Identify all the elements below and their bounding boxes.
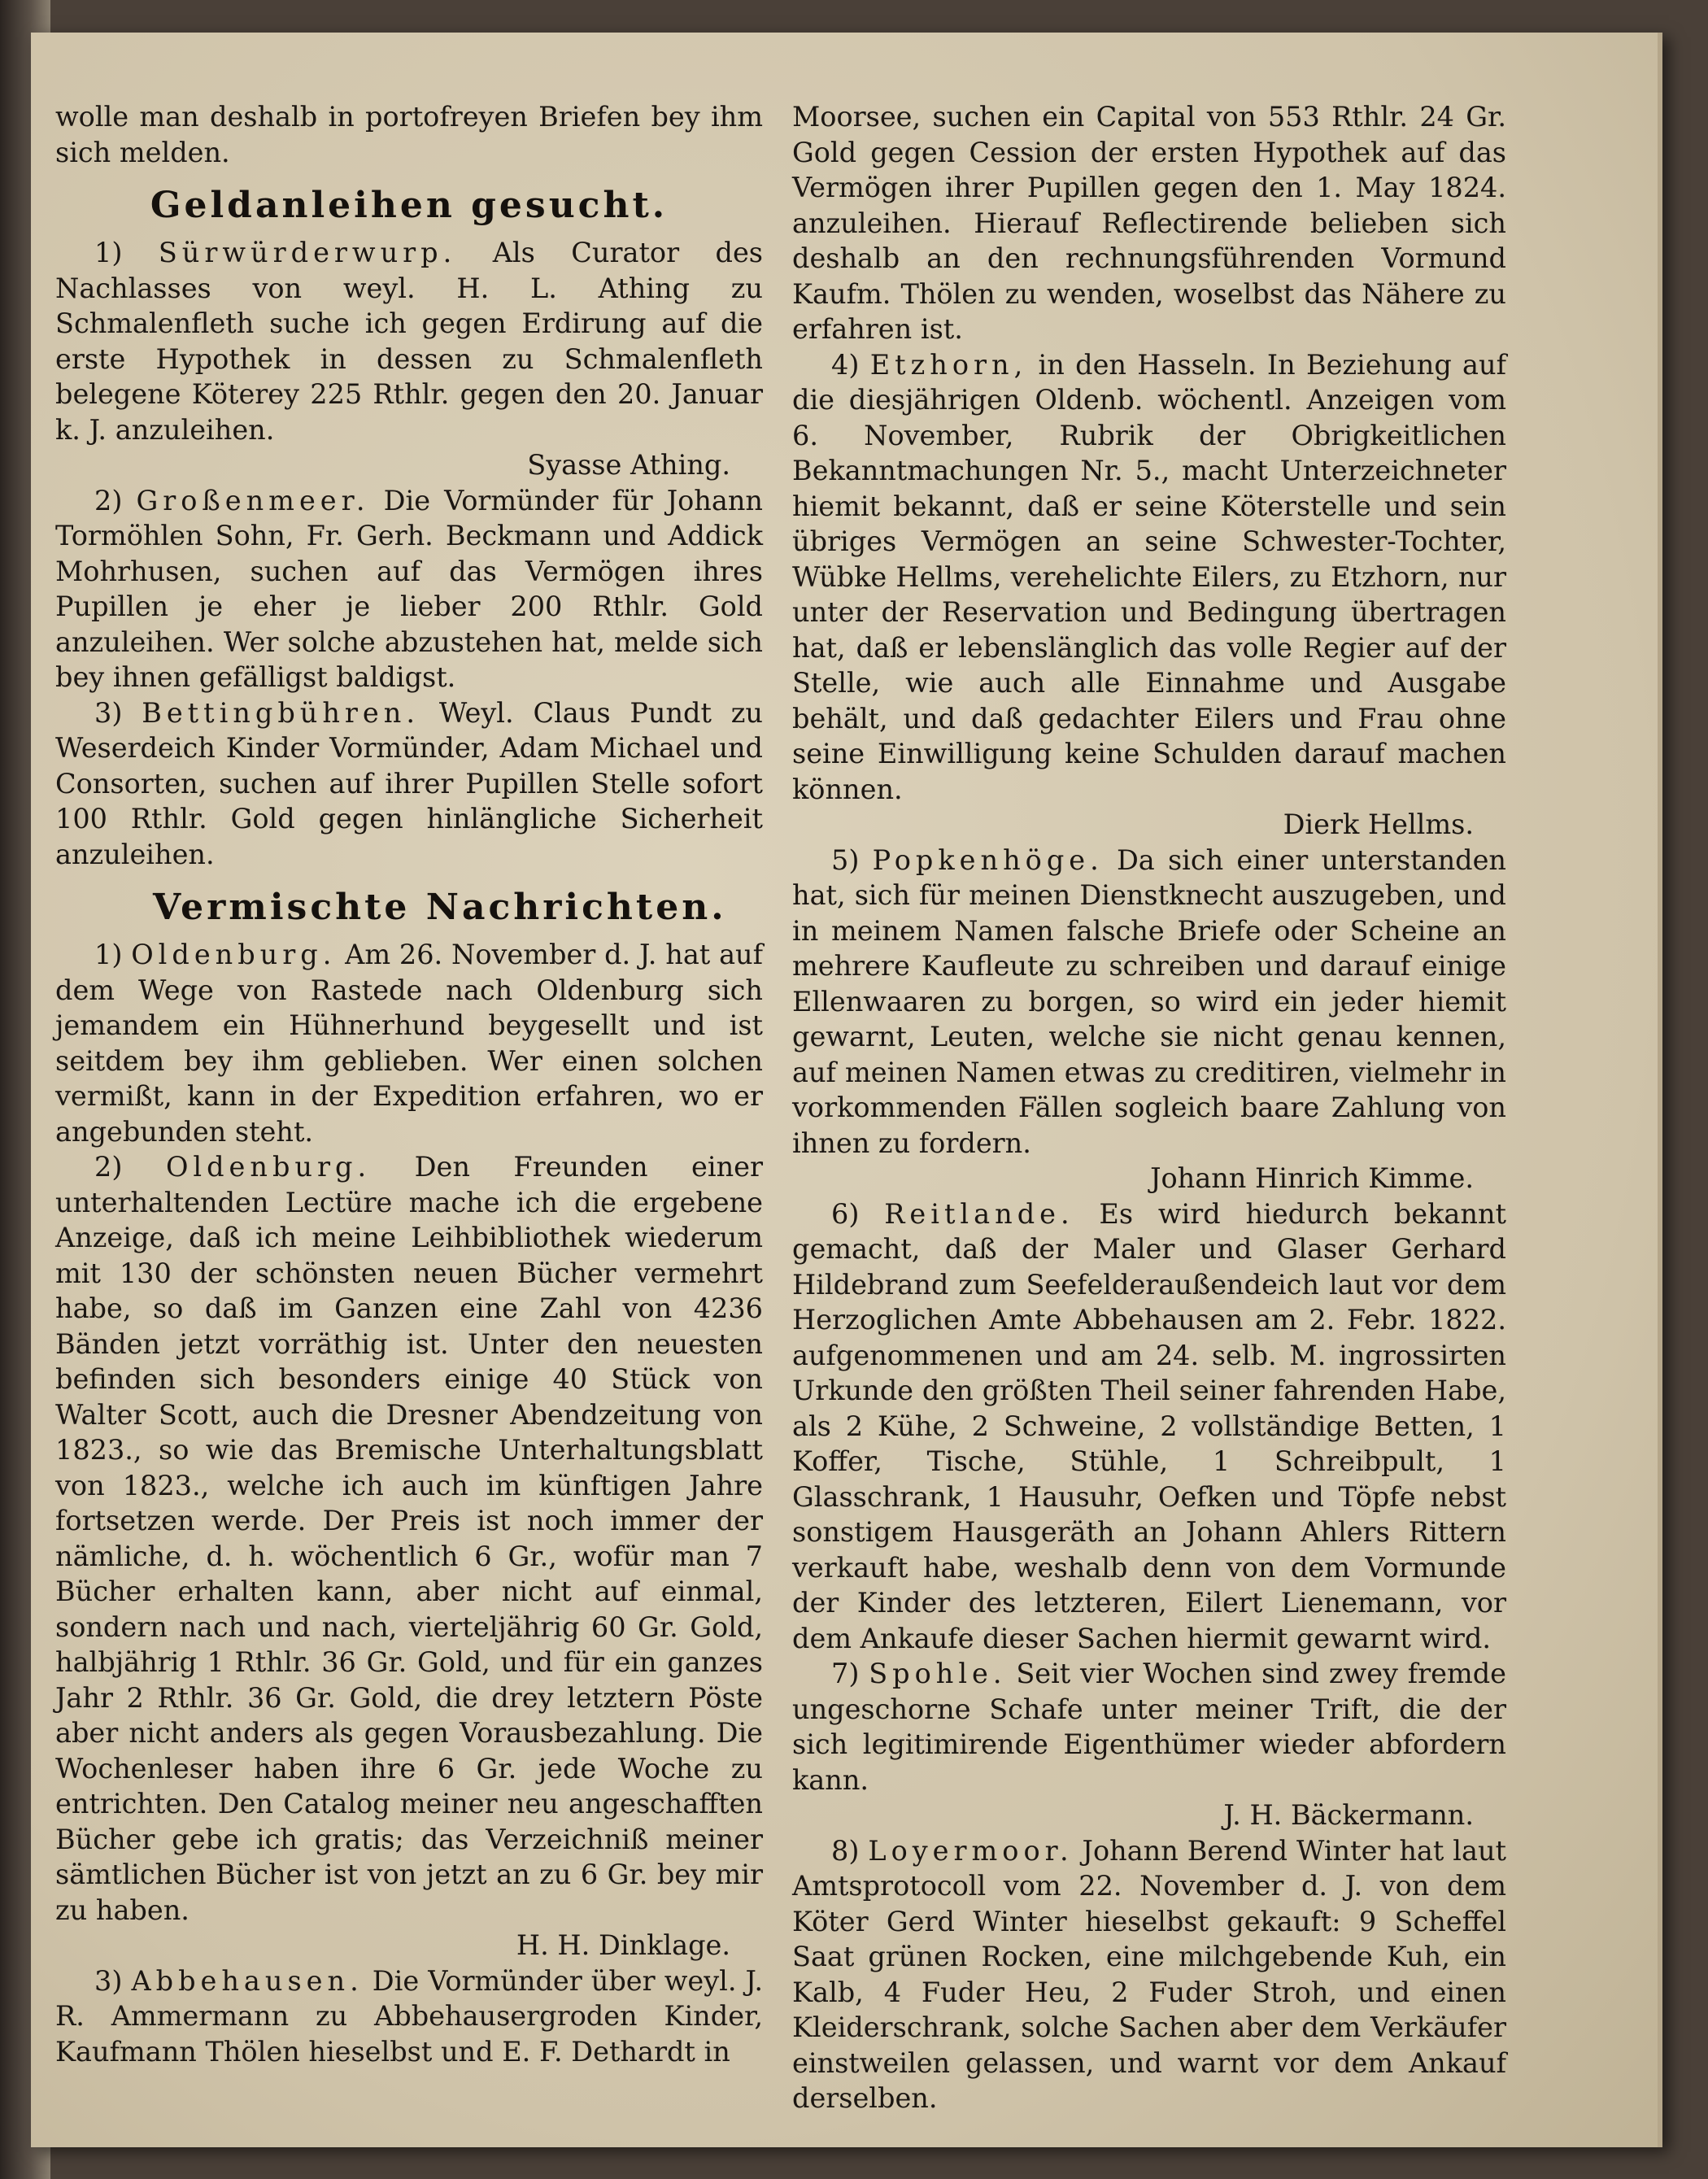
misc-entry: 2) Oldenburg. Den Freunden einer unterhaltenden Lectüre mache ich die ergebene Anzeige, daß ich meine Leihbibliothek wiederum mit 130 der schönsten neuen Bücher vermehrt habe, so daß im Ganzen eine Zahl von 4236 Bänden jetzt vorräthig ist. Unter den neuesten befinden sich besonders einige 40 Stück von Walter Scott, auch die Dresner Abendzeitung von 1823., so wie das Bremische Unterhaltungsblatt von 1823., welche ich auch im künftigen Jahre fortsetzen werde. Der Preis ist noch immer der nämliche, d. h. wöchentlich 6 Gr., wofür man 7 Bücher erhalten kann, aber nicht auf einmal, sondern nach und nach, vierteljährig 60 Gr. Gold, halbjährig 1 Rthlr. 36 Gr. Gold, und für ein ganzes Jahr 2 Rthlr. 36 Gr. Gold, die drey letztern Pöste aber nicht anders als gegen Vorausbezahlung. Die Wochenleser haben ihre 6 Gr. jede Woche zu entrichten. Den Catalog meiner neu angeschafften Bücher gebe ich gratis; das Verzeichniß meiner sämtlichen Bücher ist von jetzt an zu 6 Gr. bey mir zu haben. H. H. Dinklage. <box>55 1149 763 1963</box>
right-column <box>792 99 1506 2116</box>
entry-place: Bettingbühren. <box>142 696 420 729</box>
entry-place: Oldenburg. <box>131 939 337 970</box>
entry-text: Am 26. November d. J. hat auf dem Wege von Rastede nach Oldenburg sich jemandem ein Hühnerhund beygesellt und ist seitdem bey ihm geblieben. Wer einen solchen vermißt, kann in der Expedition erfahren, wo er angebunden steht. <box>55 939 764 1148</box>
entry-place: Spohle. <box>869 1658 1007 1689</box>
continued-text: Moorsee, suchen ein Capital von 553 Rthlr. 24 Gr. Gold gegen Cession der ersten Hypothek auf das Vermögen ihrer Pupillen gegen den 1. May 1824. anzuleihen. Hierauf Reflectirende belieben sich deshalb an den rechnungsführenden Vormund Kaufm. Thölen zu wenden, woselbst das Nähere zu erfahren ist. <box>792 101 1506 345</box>
heading-misc: Vermischte Nachrichten. <box>153 887 727 928</box>
heading-loans: Geldanleihen gesucht. <box>150 185 669 226</box>
entry-place: Reitlande. <box>884 1197 1074 1230</box>
misc-entry: 8) Loyermoor. Johann Berend Winter hat laut Amtsprotocoll vom 22. November d. J. von dem Köter Gerd Winter hieselbst gekauft: 9 Scheffel Saat grünen Rocken, eine milchgebende Kuh, ein Kalb, 4 Fuder Heu, 2 Fuder Stroh, und einen Kleiderschrank, solche Sachen aber dem Verkäufer einstweilen gelassen, und warnt vor dem Ankauf derselben. <box>792 1834 1506 2114</box>
entry-signature: H. H. Dinklage. <box>516 1929 730 1961</box>
entry-text: Seit vier Wochen sind zwey fremde ungeschorne Schafe unter meiner Trift, die der sich legitimirende Eigenthümer wieder abfordern kann. <box>792 1658 1507 1796</box>
newspaper-page <box>31 33 1662 2147</box>
entry-place: Loyermoor. <box>868 1834 1074 1867</box>
left-column <box>55 99 763 2069</box>
misc-entry: 1) Oldenburg. Am 26. November d. J. hat auf dem Wege von Rastede nach Oldenburg sich jemandem ein Hühnerhund beygesellt und ist seitdem bey ihm geblieben. Wer einen solchen vermißt, kann in der Expedition erfahren, wo er angebunden steht. <box>55 939 764 1148</box>
entry-text: Es wird hiedurch bekannt gemacht, daß der Maler und Glaser Gerhard Hildebrand zum Seefelderaußendeich laut vor dem Herzoglichen Amte Abbehausen am 2. Febr. 1822. aufgenommenen und am 24. selb. M. ingrossirten Urkunde den größten Theil seiner fahrenden Habe, als 2 Kühe, 2 Schweine, 2 vollständige Betten, 1 Koffer, Tische, Stühle, 1 Schreibpult, 1 Glasschrank, 1 Hausuhr, Oefken und Töpfe nebst sonstigem Hausgeräth an Johann Ahlers Rittern verkauft habe, weshalb denn von dem Vormunde der Kinder des letzteren, Eilert Lienemann, vor dem Ankaufe dieser Sachen hiermit gewarnt wird. <box>792 1197 1506 1654</box>
misc-entry: 7) Spohle. Seit vier Wochen sind zwey fremde ungeschorne Schafe unter meiner Trift, die der sich legitimirende Eigenthümer wieder abfordern kann. J. H. Bäckermann. <box>792 1656 1506 1833</box>
entry-place: Popkenhöge. <box>872 843 1104 876</box>
entry-text: Als Curator des Nachlasses von weyl. H. L. Athing zu Schmalenfleth suche ich gegen Erdirung auf die erste Hypothek in dessen zu Schmalenfleth belegene Köterey 225 Rthlr. gegen den 20. Januar k. J. anzuleihen. <box>55 237 763 446</box>
loan-entry: 1) Sürwürderwurp. Als Curator des Nachlasses von weyl. H. L. Athing zu Schmalenfleth suche ich gegen Erdirung auf die erste Hypothek in dessen zu Schmalenfleth belegene Köterey 225 Rthlr. gegen den 20. Januar k. J. anzuleihen. Syasse Athing. <box>55 235 763 483</box>
entry-signature: Johann Hinrich Kimme. <box>1150 1162 1474 1194</box>
intro-text: wolle man deshalb in portofreyen Briefen bey ihm sich melden. <box>55 101 763 168</box>
entry-text: Den Freunden einer unterhaltenden Lectüre mache ich die ergebene Anzeige, daß ich meine Leihbibliothek wiederum mit 130 der schönsten neuen Bücher vermehrt habe, so daß im Ganzen eine Zahl von 4236 Bänden jetzt vorräthig ist. Unter den neuesten befinden sich besonders einige 40 Stück von Walter Scott, auch die Dresner Abendzeitung von 1823., so wie das Bremische Unterhaltungsblatt von 1823., welche ich auch im künftigen Jahre fortsetzen werde. Der Preis ist noch immer der nämliche, d. h. wöchentlich 6 Gr., wofür man 7 Bücher erhalten kann, aber nicht auf einmal, sondern nach und nach, vierteljährig 60 Gr. Gold, halbjährig 1 Rthlr. 36 Gr. Gold, und für ein ganzes Jahr 2 Rthlr. 36 Gr. Gold, die drey letztern Pöste aber nicht anders als gegen Vorausbezahlung. Die Wochenleser haben ihre 6 Gr. jede Woche zu entrichten. Den Catalog meiner neu angeschafften Bücher gebe ich gratis; das Verzeichniß meiner sämtlichen Bücher ist von jetzt an zu 6 Gr. bey mir zu haben. <box>55 1151 764 1926</box>
entry-signature: J. H. Bäckermann. <box>1223 1799 1474 1831</box>
entry-place: Oldenburg. <box>165 1151 372 1183</box>
misc-entry: 4) Etzhorn, in den Hasseln. In Beziehung auf die diesjährigen Oldenb. wöchentl. Anzeigen vom 6. November, Rubrik der Obrigkeitlichen Bekanntmachungen Nr. 5., macht Unterzeichneter hiemit bekannt, daß er seine Köterstelle und sein übriges Vermögen an seine Schwester-Tochter, Wübke Hellms, verehelichte Eilers, zu Etzhorn, nur unter der Reservation und Bedingung übertragen hat, daß er lebenslänglich das volle Regier auf der Stelle, wie auch alle Einnahme und Ausgabe behält, und daß gedachter Eilers und Frau ohne seine Einwilligung keine Schulden darauf machen können. Dierk Hellms. <box>792 347 1506 843</box>
entry-signature: Syasse Athing. <box>527 449 730 481</box>
entry-text: Die Vormünder für Johann Tormöhlen Sohn, Fr. Gerh. Beckmann und Addick Mohrhusen, suchen auf das Vermögen ihres Pupillen je eher je lieber 200 Rthlr. Gold anzuleihen. Wer solche abzustehen hat, melde sich bey ihnen gefälligst baldigst. <box>55 484 763 693</box>
entry-place: Sürwürderwurp. <box>158 237 457 268</box>
misc-entry: 5) Popkenhöge. Da sich einer unterstanden hat, sich für meinen Dienstknecht auszugeben, und in meinem Namen falsche Briefe oder Scheine an mehrere Kaufleute zu schreiben und darauf einige Ellenwaaren zu borgen, so wird ein jeder hiemit gewarnt, Leuten, welche sie nicht genau kennen, auf meinen Namen etwas zu creditiren, vielmehr in vorkommenden Fällen sogleich baare Zahlung von ihnen zu fordern. Johann Hinrich Kimme. <box>792 843 1506 1196</box>
entry-text: Da sich einer unterstanden hat, sich für meinen Dienstknecht auszugeben, und in meinem Namen falsche Briefe oder Scheine an mehrere Kaufleute zu schreiben und darauf einige Ellenwaaren zu borgen, so wird ein jeder hiemit gewarnt, Leuten, welche sie nicht genau kennen, auf meinen Namen etwas zu creditiren, vielmehr in vorkommenden Fällen sogleich baare Zahlung von ihnen zu fordern. <box>792 843 1506 1159</box>
entry-place: Etzhorn, <box>869 348 1028 381</box>
entry-signature: Dierk Hellms. <box>1283 808 1474 840</box>
misc-entry: 6) Reitlande. Es wird hiedurch bekannt gemacht, daß der Maler und Glaser Gerhard Hildebrand zum Seefelderaußendeich laut vor dem Herzoglichen Amte Abbehausen am 2. Febr. 1822. aufgenommenen und am 24. selb. M. ingrossirten Urkunde den größten Theil seiner fahrenden Habe, als 2 Kühe, 2 Schweine, 2 vollständige Betten, 1 Koffer, Tische, Stühle, 1 Schreibpult, 1 Glasschrank, 1 Hausuhr, Oefken und Töpfe nebst sonstigem Hausgeräth an Johann Ahlers Rittern verkauft habe, weshalb denn von dem Vormunde der Kinder des letzteren, Eilert Lienemann, vor dem Ankaufe dieser Sachen hiermit gewarnt wird. <box>792 1197 1506 1654</box>
misc-entry: 3) Abbehausen. Die Vormünder über weyl. J. R. Ammermann zu Abbehausergroden Kinder, Kaufmann Thölen hieselbst und E. F. Dethardt in <box>55 1964 764 2068</box>
entry-text: Die Vormünder über weyl. J. R. Ammermann zu Abbehausergroden Kinder, Kaufmann Thölen hieselbst und E. F. Dethardt in <box>55 1964 764 2068</box>
entry-place: Großenmeer. <box>136 484 370 516</box>
entry-text: in den Hasseln. In Beziehung auf die diesjährigen Oldenb. wöchentl. Anzeigen vom 6. November, Rubrik der Obrigkeitlichen Bekanntmachungen Nr. 5., macht Unterzeichneter hiemit bekannt, daß er seine Köterstelle und sein übriges Vermögen an seine Schwester-Tochter, Wübke Hellms, verehelichte Eilers, zu Etzhorn, nur unter der Reservation und Bedingung übertragen hat, daß er lebenslänglich das volle Regier auf der Stelle, wie auch alle Einnahme und Ausgabe behält, und daß gedachter Eilers und Frau ohne seine Einwilligung keine Schulden darauf machen können. <box>792 348 1506 805</box>
entry-text: Weyl. Claus Pundt zu Weserdeich Kinder Vormünder, Adam Michael und Consorten, suchen auf ihrer Pupillen Stelle sofort 100 Rthlr. Gold gegen hinlängliche Sicherheit anzuleihen. <box>55 696 763 870</box>
entry-text: Johann Berend Winter hat laut Amtsprotocoll vom 22. November d. J. von dem Köter Gerd Winter hieselbst gekauft: 9 Scheffel Saat grünen Rocken, eine milchgebende Kuh, ein Kalb, 4 Fuder Heu, 2 Fuder Stroh, und einen Kleiderschrank, solche Sachen aber dem Verkäufer einstweilen gelassen, und warnt vor dem Ankauf derselben. <box>792 1834 1506 2114</box>
loan-entry: 2) Großenmeer. Die Vormünder für Johann Tormöhlen Sohn, Fr. Gerh. Beckmann und Addick Mohrhusen, suchen auf das Vermögen ihres Pupillen je eher je lieber 200 Rthlr. Gold anzuleihen. Wer solche abzustehen hat, melde sich bey ihnen gefälligst baldigst. <box>55 484 763 693</box>
entry-place: Abbehausen. <box>131 1964 364 1997</box>
loan-entry: 3) Bettingbühren. Weyl. Claus Pundt zu Weserdeich Kinder Vormünder, Adam Michael und Consorten, suchen auf ihrer Pupillen Stelle sofort 100 Rthlr. Gold gegen hinlängliche Sicherheit anzuleihen. <box>55 696 763 870</box>
